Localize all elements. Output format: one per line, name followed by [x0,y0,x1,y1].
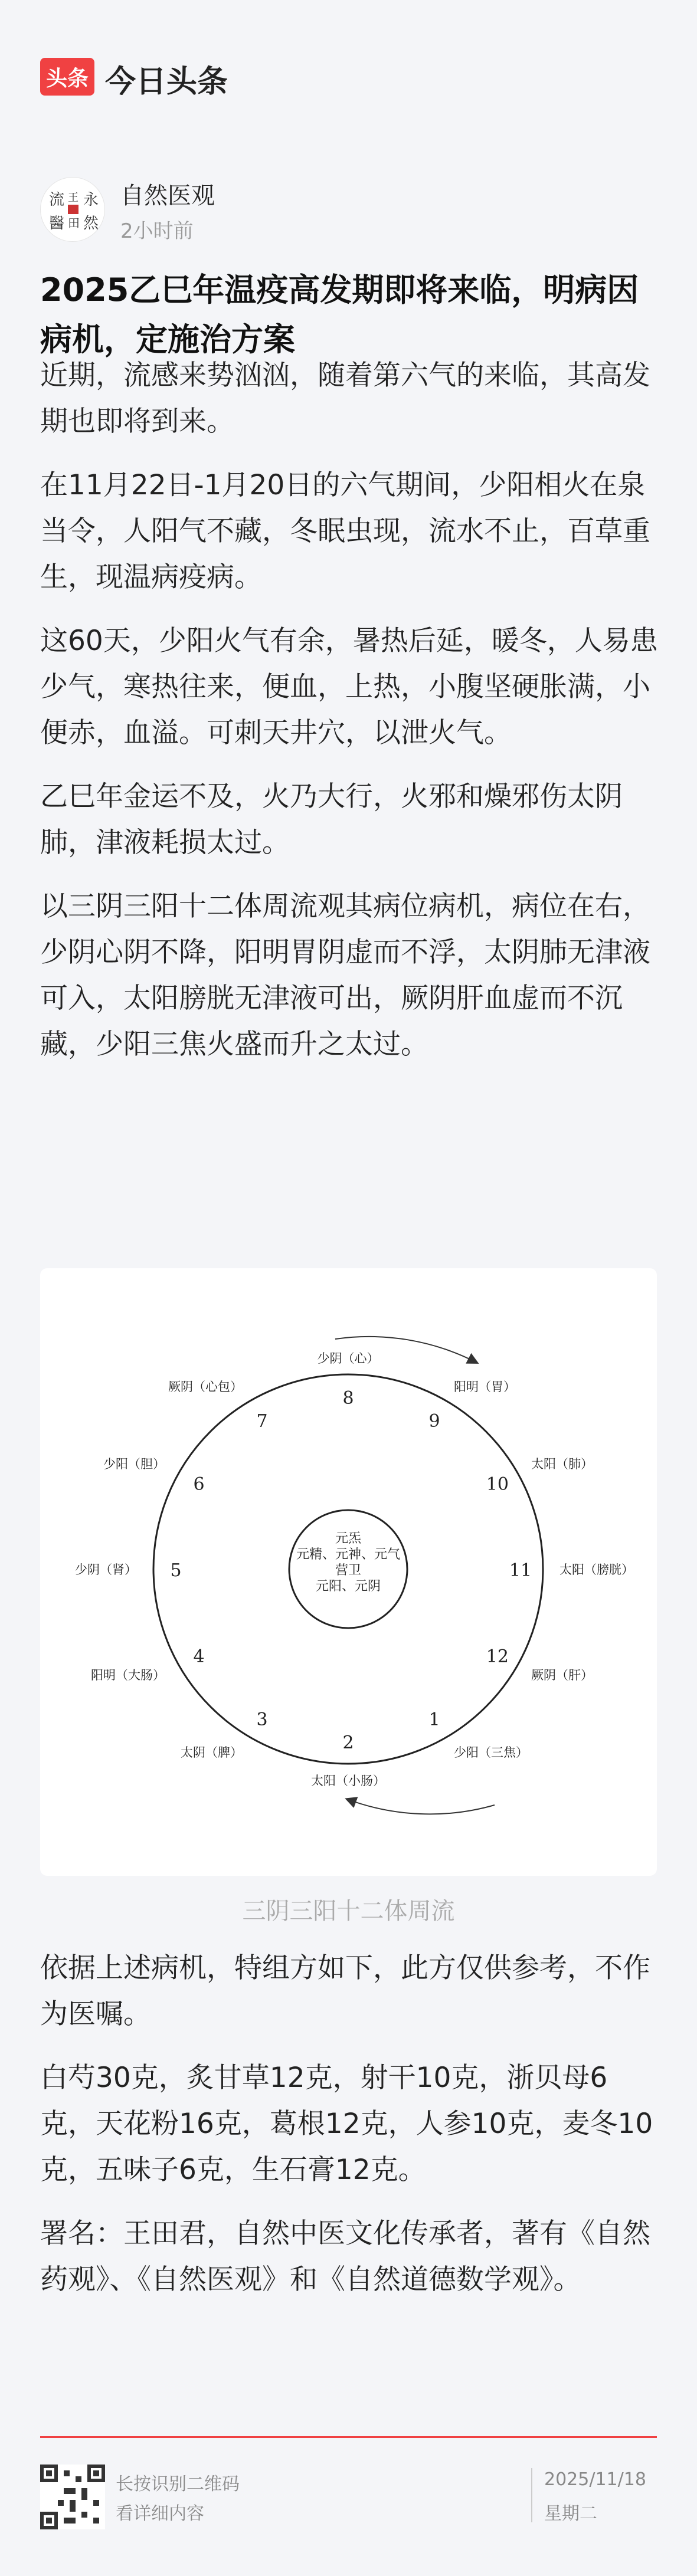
seal-logo-icon [41,178,104,241]
center-label: 元阳、元阴 [315,1579,381,1594]
node-label: 太阳（小肠） [311,1774,385,1788]
article-body-continued [40,1945,660,2321]
center-label: 元炁 [335,1531,362,1546]
footer-vertical-divider [531,2468,532,2522]
bottom-arrow-icon [347,1799,495,1814]
paragraph: 近期，流感来势汹汹，随着第六气的来临，其高发期也即将到来。 [40,359,650,438]
footer-weekday: 星期二 [544,2503,597,2524]
node-number: 12 [486,1646,509,1667]
paragraph: 乙巳年金运不及，火乃大行，火邪和燥邪伤太阴肺，津液耗损太过。 [40,780,623,859]
figure-caption: 三阴三阳十二体周流 [242,1898,455,1925]
svg-text:流: 流 [49,191,65,209]
node-label: 太阴（脾） [181,1745,243,1760]
node-number: 2 [342,1732,354,1753]
paragraph: 依据上述病机，特组方如下，此方仅供参考，不作为医嘱。 [40,1952,650,2030]
svg-text:田: 田 [68,216,80,230]
node-label: 太阳（膀胱） [559,1563,634,1577]
node-number: 7 [256,1411,268,1432]
cycle-diagram[interactable] [40,1268,657,1876]
svg-text:然: 然 [83,215,99,232]
qr-subhint: 看详细内容 [116,2503,204,2524]
paragraph: 署名：王田君，自然中医文化传承者，著有《自然药观》、《自然医观》和《自然道德数学观》。 [40,2217,650,2296]
node-number: 10 [486,1474,509,1495]
node-label: 阳明（大肠） [91,1668,165,1682]
footer-divider [40,2436,657,2438]
node-label: 少阳（三焦） [454,1745,528,1760]
cycle-diagram-svg [40,1268,657,1876]
svg-text:永: 永 [83,191,99,209]
paragraph: 白芍30克，炙甘草12克，射干10克，浙贝母6克，天花粉16克，葛根12克，人参10克，麦冬10克，五味子6克，生石膏12克。 [40,2062,653,2186]
node-label: 厥阴（心包） [168,1380,243,1394]
node-number: 3 [256,1709,268,1730]
paragraph: 这60天，少阳火气有余，暑热后延，暖冬，人易患少气，寒热往来，便血，上热，小腹坚硬胀满，小便赤，血溢。可刺天井穴，以泄火气。 [40,625,658,749]
node-label: 少阴（肾） [75,1563,137,1577]
author-avatar[interactable] [40,177,105,242]
center-label: 营卫 [335,1563,362,1578]
author-name[interactable]: 自然医观 [120,182,215,209]
article-body [40,353,660,1085]
app-logo: 头条 [40,58,94,96]
node-label: 太阳（肺） [531,1457,593,1471]
node-number: 5 [170,1560,182,1581]
node-number: 4 [193,1646,205,1667]
article-title: 2025乙巳年温疫高发期即将来临，明病因病机，定施治方案 [40,271,639,358]
qr-code-icon [40,2465,105,2529]
qr-code[interactable] [40,2465,105,2529]
center-label: 元精、元神、元气 [296,1547,401,1562]
node-number: 6 [193,1474,205,1495]
post-time: 2小时前 [120,219,194,243]
qr-hint: 长按识别二维码 [116,2474,240,2495]
app-header [0,0,697,153]
node-number: 9 [428,1411,440,1432]
node-label: 少阴（心） [317,1351,379,1366]
node-label: 厥阴（肝） [531,1668,593,1682]
footer-date: 2025/11/18 [544,2469,646,2490]
node-label: 阳明（胃） [454,1380,516,1394]
app-name: 今日头条 [105,64,228,100]
paragraph: 在11月22日-1月20日的六气期间，少阳相火在泉当令，人阳气不藏，冬眠虫现，流水不止，百草重生，现温病疫病。 [40,469,650,593]
paragraph: 以三阴三阳十二体周流观其病位病机，病位在右，少阴心阴不降，阳明胃阴虚而不浮，太阴肺无津液可入，太阳膀胱无津液可出，厥阴肝血虚而不沉藏，少阳三焦火盛而升之太过。 [40,890,650,1061]
node-number: 8 [342,1388,354,1409]
node-label: 少阳（胆） [103,1457,165,1471]
svg-text:王: 王 [68,192,78,204]
svg-text:醫: 醫 [49,215,65,232]
node-number: 1 [428,1709,440,1730]
node-number: 11 [509,1560,532,1581]
